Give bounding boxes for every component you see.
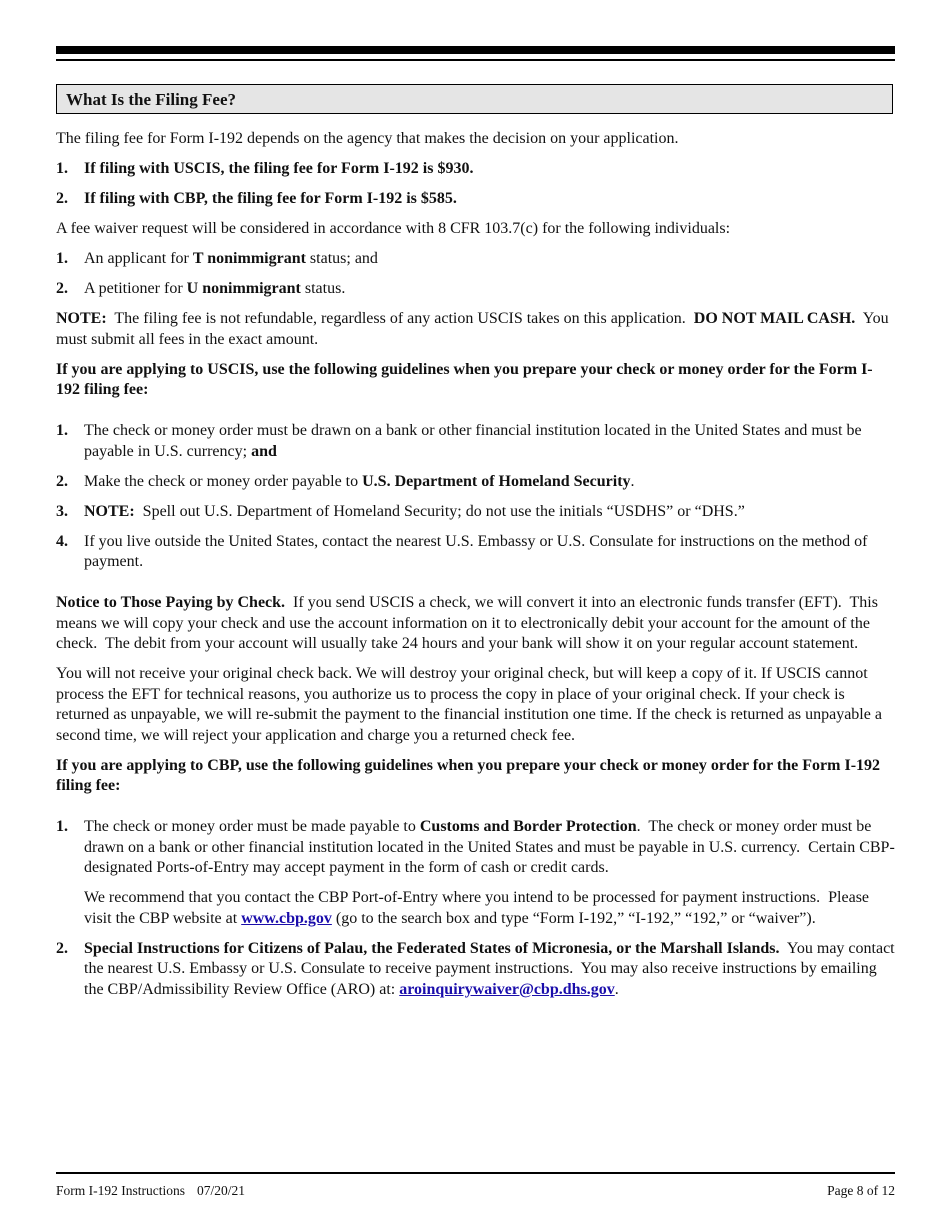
section-header-box [56, 84, 893, 114]
footer-rule [56, 1172, 895, 1174]
fee-item [56, 189, 895, 210]
waiver-text: A petitioner for U nonimmigrant status. [84, 280, 346, 297]
footer-page-number: Page 8 of 12 [827, 1183, 895, 1198]
footer-form-info [56, 1183, 245, 1199]
content-body [56, 129, 899, 1010]
section-title: What Is the Filing Fee? [66, 90, 236, 109]
page-footer [56, 1183, 895, 1199]
intro-paragraph: The filing fee for Form I-192 depends on the agency that makes the decision on your application. [56, 130, 679, 147]
cbp-item [56, 939, 899, 1001]
list-number: 1. [56, 250, 68, 267]
uscis-item [56, 532, 895, 573]
waiver-text: An applicant for T nonimmigrant status; and [84, 250, 378, 267]
cbp-item-text: Special Instructions for Citizens of Palau, the Federated States of Micronesia, or the Marshall Islands. You may contact the nearest U.S. Embassy or U.S. Consulate to receive payment instructions. You may also receive instructions by emailing the CBP/Admissibility Review Office (ARO) at: aroinquirywaiver@cbp.dhs.gov. [84, 939, 899, 998]
cbp-recommend-paragraph: We recommend that you contact the CBP Port-of-Entry where you intend to be processed for payment instructions. Please visit the CBP website at www.cbp.gov (go to the search box and type “Form I-192,” “I-192,” “192,” or “waiver”). [84, 889, 874, 927]
list-number: 1. [56, 160, 68, 177]
list-number: 2. [56, 472, 68, 490]
uscis-item-text: NOTE: Spell out U.S. Department of Homeland Security; do not use the initials “USDHS” or “DHS.” [84, 502, 745, 520]
uscis-item-text: The check or money order must be drawn on a bank or other financial institution located in the United States and must be payable in U.S. currency; and [84, 422, 862, 460]
list-number: 2. [56, 939, 68, 957]
note-paragraph: NOTE: The filing fee is not refundable, regardless of any action USCIS takes on this application. DO NOT MAIL CASH. You must submit all fees in the exact amount. [56, 310, 893, 348]
cbp-website-link[interactable]: www.cbp.gov [241, 909, 332, 927]
fee-text: If filing with USCIS, the filing fee for Form I-192 is $930. [84, 160, 474, 177]
aro-email-link[interactable]: aroinquirywaiver@cbp.dhs.gov [399, 980, 615, 998]
uscis-item [56, 502, 895, 523]
list-number: 2. [56, 280, 68, 297]
list-number: 1. [56, 818, 68, 835]
header-rule-thick [56, 46, 895, 54]
fee-item [56, 159, 895, 180]
list-number: 4. [56, 532, 68, 550]
waiver-item [56, 249, 895, 270]
original-check-paragraph: You will not receive your original check back. We will destroy your original check, but will keep a copy of it. If USCIS cannot process the EFT for technical reasons, you authorize us to process the copy in place of your original check. If your check is returned as unpayable, we will re-submit the payment to the financial institution one time. If the check is returned as unpayable a second time, we will reject your application and charge you a returned check fee. [56, 665, 882, 744]
uscis-item-text: If you live outside the United States, contact the nearest U.S. Embassy or U.S. Consulate for instructions on the method of payment. [84, 532, 868, 570]
waiver-item [56, 279, 895, 300]
uscis-item [56, 421, 895, 462]
list-number: 3. [56, 502, 68, 520]
list-number: 2. [56, 190, 68, 207]
cbp-heading: If you are applying to CBP, use the following guidelines when you prepare your check or money order for the Form I-192 filing fee: [56, 756, 881, 794]
header-rule-thin [56, 59, 895, 61]
cbp-item-text: The check or money order must be made payable to Customs and Border Protection. The check or money order must be drawn on a bank or other financial institution located in the United States and must be payable in U.S. currency. Certain CBP-designated Ports-of-Entry may accept payment in the form of cash or credit cards. [84, 818, 895, 876]
footer-form-name: Form I-192 Instructions [56, 1183, 185, 1198]
uscis-item-text: Make the check or money order payable to U.S. Department of Homeland Security. [84, 472, 635, 490]
check-notice-paragraph: Notice to Those Paying by Check. If you send USCIS a check, we will convert it into an electronic funds transfer (EFT). This means we will copy your check and use the account information on it to electronically debit your account for the amount of the check. The debit from your account will usually take 24 hours and your bank will show it on your regular account statement. [56, 594, 882, 652]
fee-text: If filing with CBP, the filing fee for Form I-192 is $585. [84, 190, 457, 207]
footer-date: 07/20/21 [197, 1183, 246, 1198]
uscis-item [56, 472, 895, 493]
cbp-item [56, 817, 895, 879]
list-number: 1. [56, 422, 68, 439]
waiver-intro: A fee waiver request will be considered in accordance with 8 CFR 103.7(c) for the following individuals: [56, 220, 731, 237]
uscis-heading: If you are applying to USCIS, use the following guidelines when you prepare your check or money order for the Form I-192 filing fee: [56, 360, 873, 398]
